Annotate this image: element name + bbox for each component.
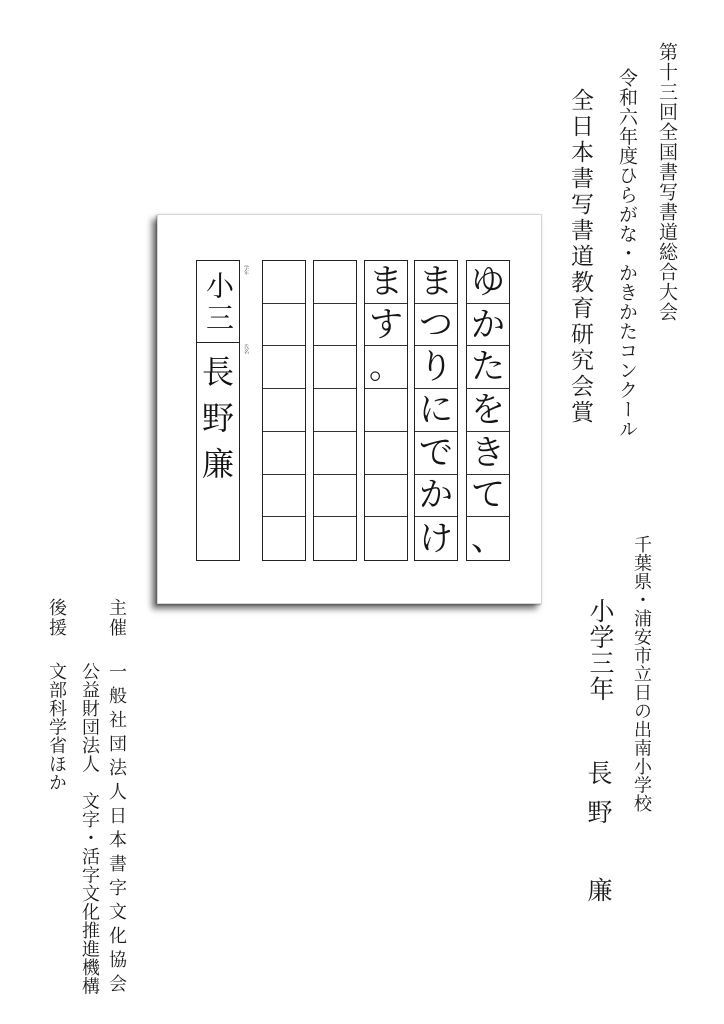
char-cell: 。 — [365, 346, 407, 389]
char-cell: ま — [415, 261, 457, 304]
writing-column — [313, 260, 357, 561]
char-cell: で — [415, 432, 457, 475]
winner-grade: 小学三年 — [586, 598, 615, 702]
char-cell — [365, 389, 407, 432]
char-cell — [314, 389, 356, 432]
name-box-divider — [197, 342, 239, 343]
support-label: 後援 — [46, 598, 67, 638]
char-cell: を — [467, 389, 509, 432]
grade-label: 学年 — [243, 265, 249, 275]
char-cell: り — [415, 346, 457, 389]
char-cell: つ — [415, 304, 457, 347]
char-cell: ゆ — [467, 261, 509, 304]
writing-column — [414, 260, 458, 561]
char-cell — [263, 475, 305, 518]
host-organization-1: 一般社団法人日本書字文化協会 — [106, 662, 127, 998]
char-cell — [314, 475, 356, 518]
char-cell — [263, 346, 305, 389]
char-cell: き — [467, 432, 509, 475]
char-cell: て — [467, 475, 509, 518]
support-organization: 文部科学省ほか — [46, 662, 67, 792]
char-cell: か — [467, 304, 509, 347]
char-cell: す — [365, 304, 407, 347]
winner-school: 千葉県・浦安市立日の出南小学校 — [631, 535, 652, 813]
char-cell: 、 — [471, 518, 505, 559]
winner-name: 長野 廉 — [584, 760, 613, 916]
char-cell — [263, 517, 305, 560]
student-grade: 小三 — [202, 271, 235, 335]
char-cell: に — [415, 389, 457, 432]
char-cell — [365, 432, 407, 475]
char-cell: ま — [365, 261, 407, 304]
student-name: 長野廉 — [197, 355, 235, 493]
competition-title: 令和六年度ひらがな・かきかたコンクール — [616, 68, 638, 439]
writing-column — [466, 260, 510, 561]
host-organization-2: 公益財団法人 文字・活字文化推進機構 — [79, 662, 100, 995]
student-name-box — [196, 260, 240, 561]
char-cell — [314, 346, 356, 389]
name-label: 氏名 — [243, 344, 249, 354]
char-cell — [314, 517, 356, 560]
char-cell — [263, 261, 305, 304]
char-cell: け — [419, 518, 453, 559]
char-cell — [263, 432, 305, 475]
char-cell — [314, 304, 356, 347]
char-cell — [263, 304, 305, 347]
writing-column — [262, 260, 306, 561]
char-cell: た — [467, 346, 509, 389]
award-title: 全日本書写書道教育研究会賞 — [567, 88, 593, 426]
writing-column — [364, 260, 408, 561]
char-cell — [314, 432, 356, 475]
char-cell: か — [415, 475, 457, 518]
contest-title: 第十三回全国書写書道総合大会 — [656, 42, 678, 322]
char-cell — [263, 389, 305, 432]
host-label: 主催 — [106, 598, 127, 638]
char-cell — [314, 261, 356, 304]
char-cell — [365, 517, 407, 560]
char-cell — [365, 475, 407, 518]
